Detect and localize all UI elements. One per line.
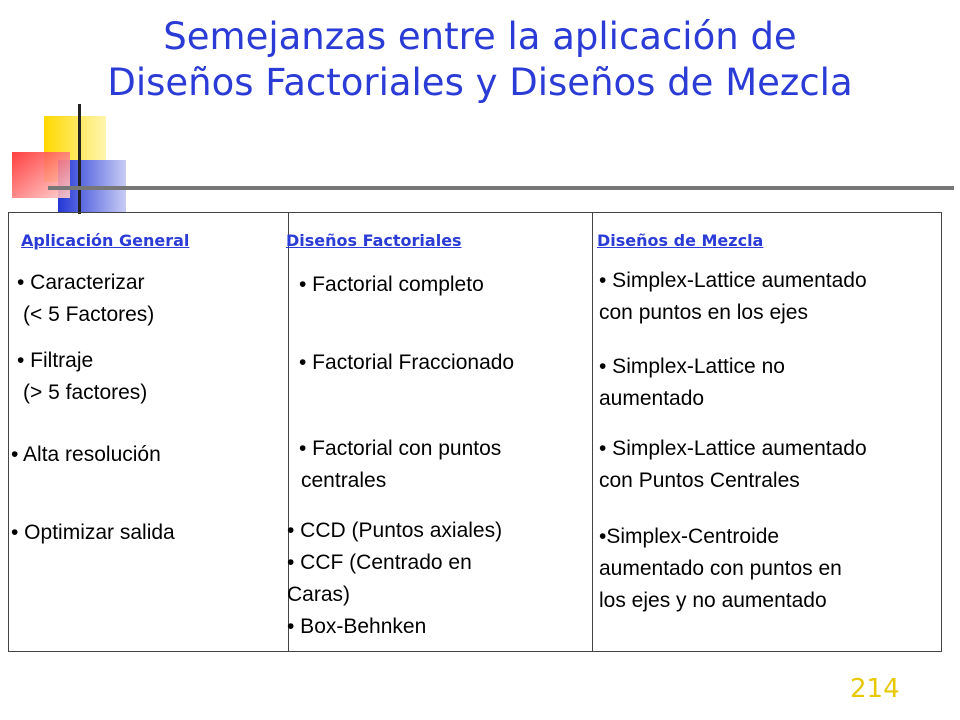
item-line: • Factorial Fraccionado bbox=[299, 351, 515, 374]
item-line: • Factorial con puntos bbox=[299, 437, 502, 460]
item-line: •Simplex-Centroide bbox=[599, 525, 780, 548]
item-line: Caras) bbox=[287, 583, 351, 606]
list-item bbox=[299, 347, 514, 379]
item-line: • Caracterizar bbox=[17, 271, 145, 294]
list-item bbox=[599, 521, 842, 617]
list-item bbox=[17, 345, 147, 409]
item-line: • Factorial completo bbox=[299, 273, 484, 296]
item-line: aumentado con puntos en bbox=[599, 557, 842, 580]
item-line: aumentado bbox=[599, 387, 705, 410]
comparison-table bbox=[8, 212, 942, 652]
item-line: con puntos en los ejes bbox=[599, 301, 808, 324]
list-item bbox=[299, 433, 501, 497]
list-item bbox=[599, 433, 867, 497]
item-line: • Box-Behnken bbox=[287, 615, 427, 638]
header-disenos-factoriales: Diseños Factoriales bbox=[286, 231, 462, 250]
item-line: (< 5 Factores) bbox=[23, 303, 155, 326]
slide-title bbox=[0, 14, 960, 106]
list-item bbox=[11, 517, 175, 549]
title-line-1: Semejanzas entre la aplicación de bbox=[163, 15, 797, 58]
item-line: • CCF (Centrado en bbox=[287, 551, 472, 574]
header-aplicacion-general: Aplicación General bbox=[21, 231, 190, 250]
list-item bbox=[287, 515, 502, 643]
title-divider bbox=[48, 186, 954, 190]
item-line: • CCD (Puntos axiales) bbox=[287, 519, 503, 542]
list-item bbox=[599, 265, 867, 329]
item-line: • Simplex-Lattice no bbox=[599, 355, 785, 378]
page-number: 214 bbox=[850, 674, 900, 704]
item-line: centrales bbox=[301, 469, 387, 492]
item-line: con Puntos Centrales bbox=[599, 469, 800, 492]
item-line: los ejes y no aumentado bbox=[599, 589, 827, 612]
item-line: • Optimizar salida bbox=[11, 521, 175, 544]
list-item bbox=[17, 267, 154, 331]
item-line: (> 5 factores) bbox=[23, 381, 148, 404]
header-disenos-mezcla: Diseños de Mezcla bbox=[597, 231, 764, 250]
item-line: • Simplex-Lattice aumentado bbox=[599, 269, 867, 292]
list-item bbox=[599, 351, 785, 415]
item-line: • Alta resolución bbox=[11, 443, 161, 466]
list-item bbox=[11, 439, 161, 471]
column-divider bbox=[592, 213, 593, 651]
item-line: • Simplex-Lattice aumentado bbox=[599, 437, 867, 460]
title-line-2: Diseños Factoriales y Diseños de Mezcla bbox=[107, 61, 853, 104]
list-item bbox=[299, 269, 484, 301]
item-line: • Filtraje bbox=[17, 349, 94, 372]
